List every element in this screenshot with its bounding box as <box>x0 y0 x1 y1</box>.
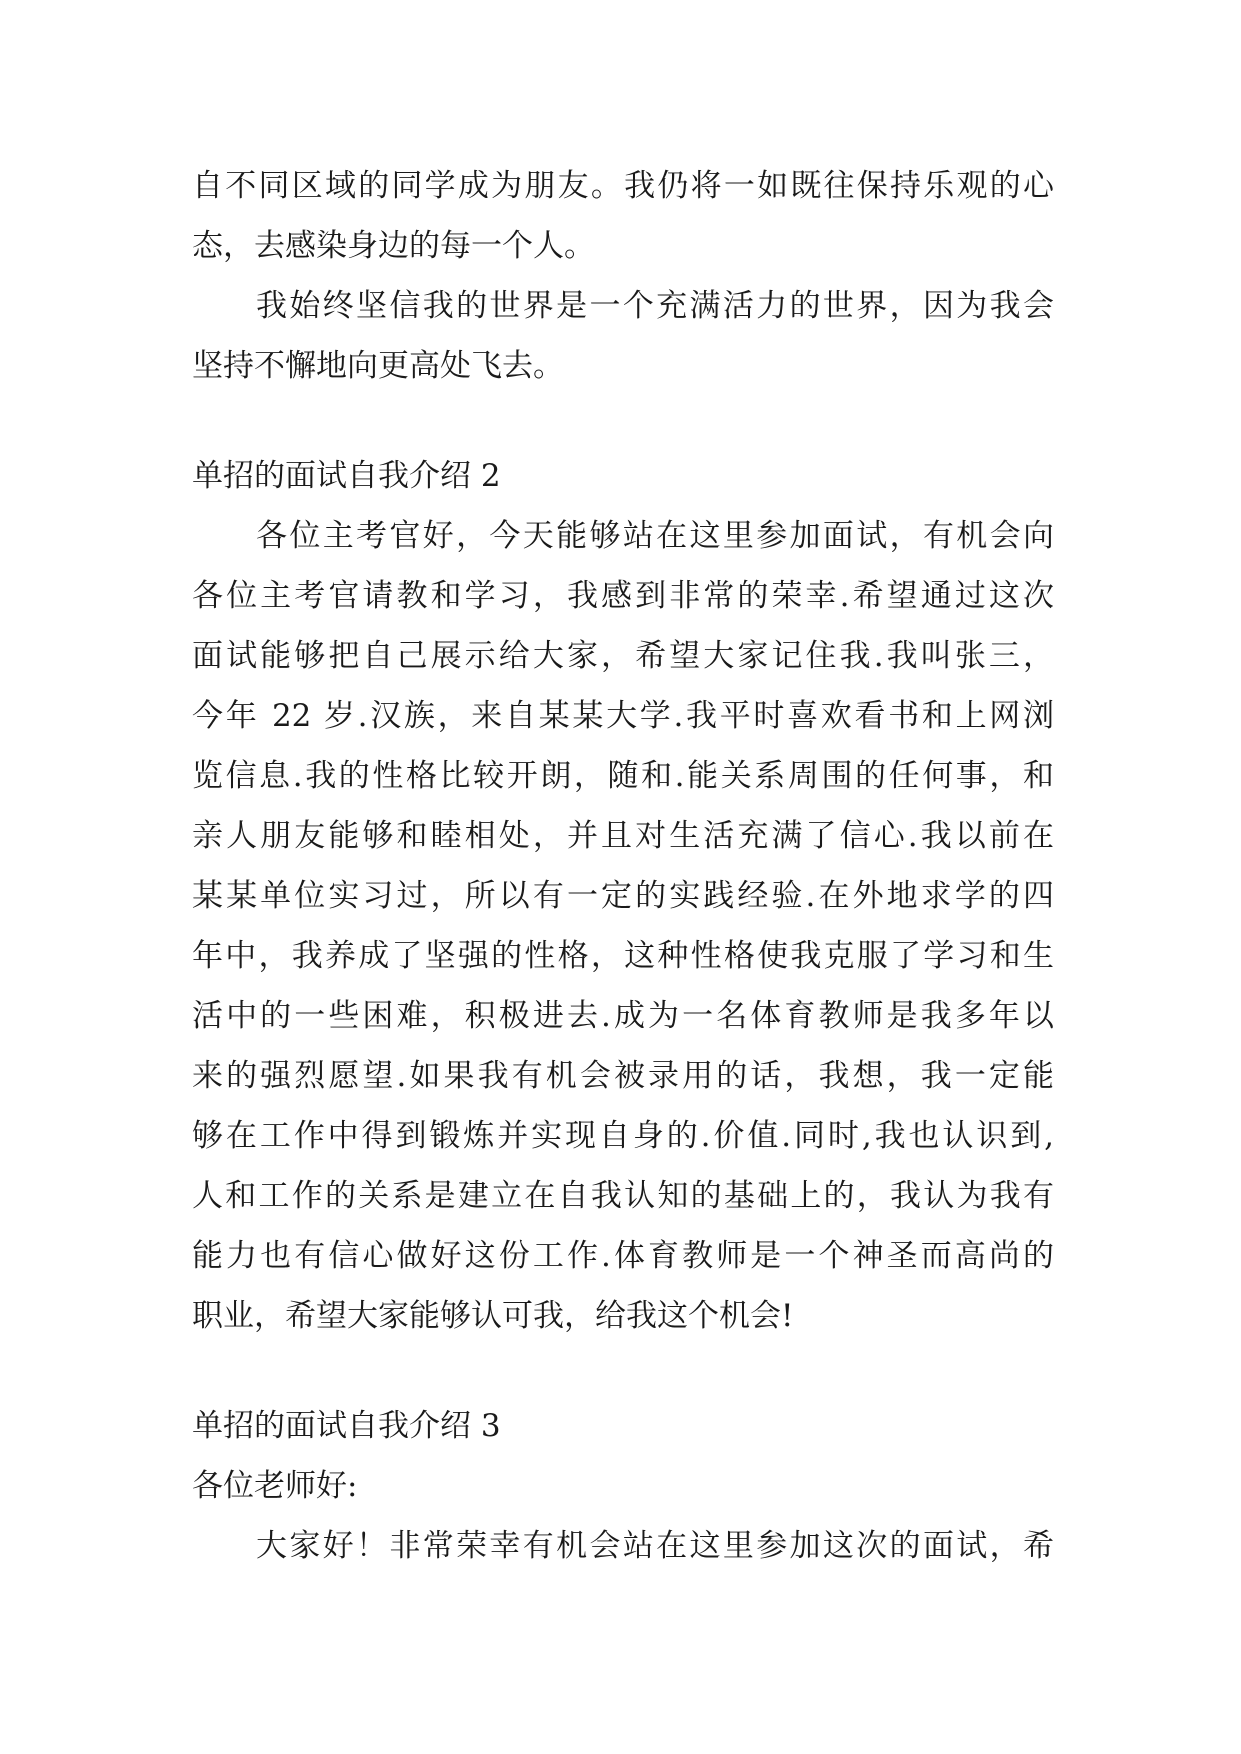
section-heading: 单招的面试自我介绍 3 <box>192 1408 501 1444</box>
paragraph-line: 亲人朋友能够和睦相处，并且对生活充满了信心.我以前在 <box>192 818 1054 854</box>
paragraph-line: 我始终坚信我的世界是一个充满活力的世界，因为我会 <box>256 288 1054 324</box>
paragraph-line: 够在工作中得到锻炼并实现自身的.价值.同时,我也认识到, <box>192 1118 1054 1154</box>
paragraph-line: 某某单位实习过，所以有一定的实践经验.在外地求学的四 <box>192 878 1054 914</box>
paragraph-line: 态，去感染身边的每一个人。 <box>192 228 595 264</box>
paragraph-line: 来的强烈愿望.如果我有机会被录用的话，我想，我一定能 <box>192 1058 1054 1094</box>
paragraph-line: 职业，希望大家能够认可我，给我这个机会! <box>192 1298 794 1334</box>
paragraph-line: 各位主考官好，今天能够站在这里参加面试，有机会向 <box>256 518 1054 554</box>
paragraph-line: 今年 22 岁.汉族，来自某某大学.我平时喜欢看书和上网浏 <box>192 698 1054 734</box>
paragraph-line: 坚持不懈地向更高处飞去。 <box>192 348 564 384</box>
paragraph-line: 大家好！非常荣幸有机会站在这里参加这次的面试，希 <box>256 1528 1054 1564</box>
paragraph-line: 人和工作的关系是建立在自我认知的基础上的，我认为我有 <box>192 1178 1054 1214</box>
paragraph-line: 面试能够把自己展示给大家，希望大家记住我.我叫张三， <box>192 638 1054 674</box>
paragraph-line: 各位主考官请教和学习，我感到非常的荣幸.希望通过这次 <box>192 578 1054 614</box>
paragraph-line: 活中的一些困难，积极进去.成为一名体育教师是我多年以 <box>192 998 1054 1034</box>
paragraph-line: 能力也有信心做好这份工作.体育教师是一个神圣而高尚的 <box>192 1238 1054 1274</box>
paragraph-line: 览信息.我的性格比较开朗，随和.能关系周围的任何事，和 <box>192 758 1054 794</box>
greeting-line: 各位老师好: <box>192 1468 358 1504</box>
paragraph-line: 年中，我养成了坚强的性格，这种性格使我克服了学习和生 <box>192 938 1054 974</box>
section-heading: 单招的面试自我介绍 2 <box>192 458 501 494</box>
paragraph-line: 自不同区域的同学成为朋友。我仍将一如既往保持乐观的心 <box>192 168 1054 204</box>
